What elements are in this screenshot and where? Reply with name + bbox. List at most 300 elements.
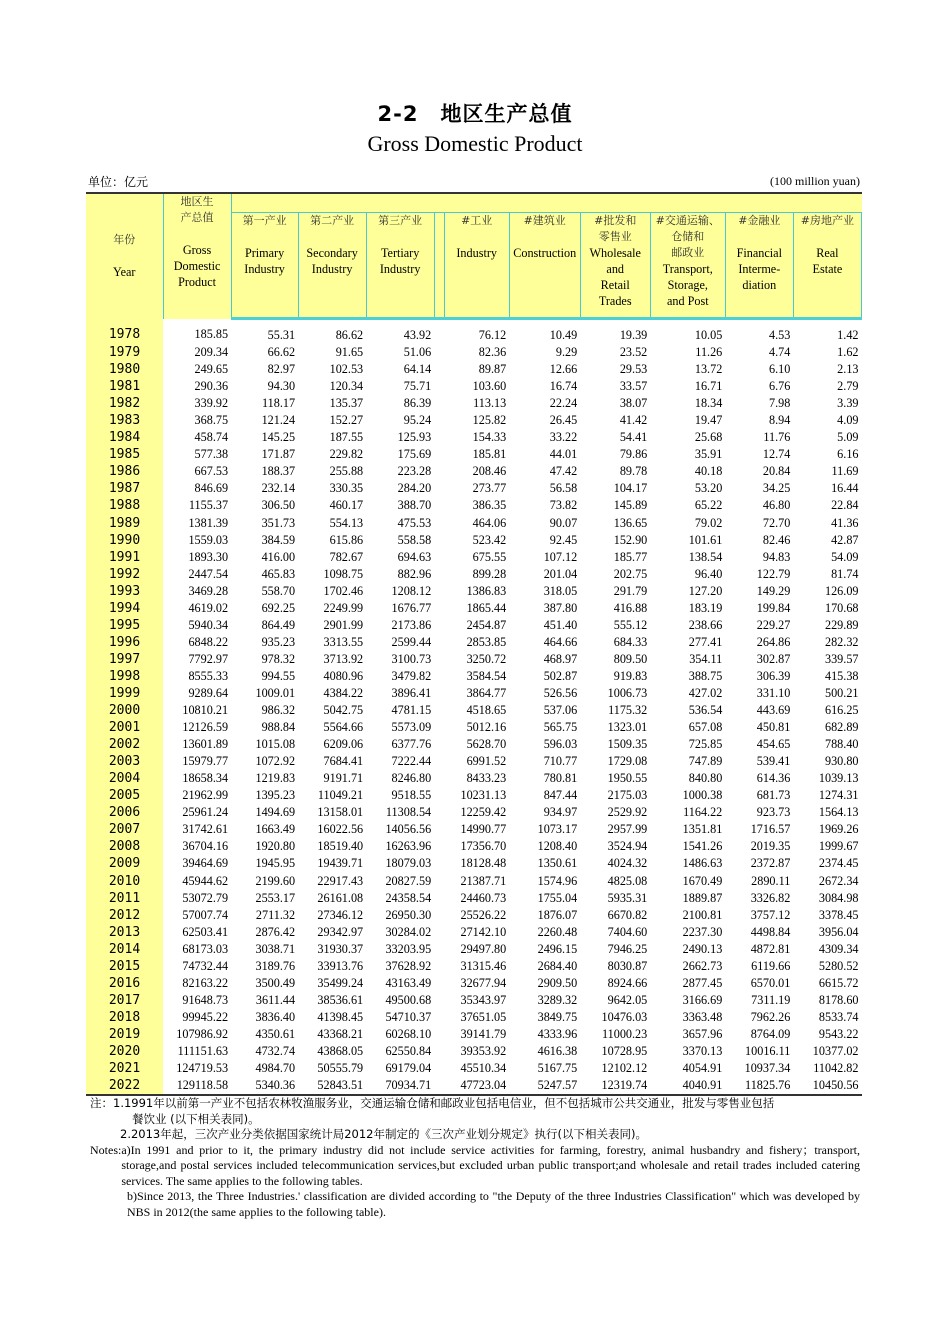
value-cell-transport: 2100.81: [682, 907, 723, 922]
table-row: [86, 736, 862, 753]
year-cell: 1997: [86, 651, 163, 668]
value-cell-primary: 4350.61: [255, 1026, 296, 1041]
table-row: [86, 566, 862, 583]
table-row: [86, 873, 862, 890]
year-cell: 2002: [86, 736, 163, 753]
value-cell-tertiary: 2599.44: [391, 634, 432, 649]
title-cn-text: 地区生产总值: [440, 102, 573, 126]
value-cell-tertiary: 7222.44: [391, 754, 432, 769]
table-row: [86, 685, 862, 702]
value-cell-real_estate: 4.09: [837, 413, 859, 428]
table-row: [86, 617, 862, 634]
header-secondary: [298, 213, 366, 319]
year-cell: 1998: [86, 668, 163, 685]
value-cell-financial: 4.53: [768, 328, 791, 343]
value-cell-industry: 3250.72: [466, 651, 507, 666]
gap-cell: [434, 412, 444, 429]
value-cell-transport: 96.40: [694, 566, 723, 581]
value-cell-transport: 277.41: [688, 634, 723, 649]
value-cell-financial: 8764.09: [750, 1026, 791, 1041]
value-cell-financial: 3326.82: [750, 890, 791, 905]
table-row: [86, 634, 862, 651]
value-cell-transport: 10.05: [694, 328, 723, 343]
value-cell-industry: 4518.65: [466, 703, 507, 718]
value-cell-construction: 710.77: [543, 754, 578, 769]
note-en-a-text: a)In 1991 and prior to it, the primary industry did not include service activities for farming, forestry, animal husbandry and fishery；transport, storage,and postal services included telecommunication services,but excluded urban public transport;and wholesale and retail trades included catering services. The same applies to the following tables.: [121, 1142, 860, 1188]
value-cell-financial: 2890.11: [751, 873, 791, 888]
header-construction-en: Construction: [513, 246, 577, 260]
value-cell-financial: 2372.87: [750, 856, 791, 871]
table-row: [86, 702, 862, 719]
header-wholesale-en-1: Wholesale: [589, 246, 641, 260]
value-cell-wholesale: 185.77: [613, 549, 648, 564]
value-cell-tertiary: 558.58: [397, 532, 432, 547]
value-cell-construction: 2260.48: [537, 924, 578, 939]
value-cell-transport: 747.89: [688, 754, 723, 769]
gap-cell: [434, 736, 444, 753]
header-industry-cn: #工业: [461, 214, 493, 227]
value-cell-primary: 2711.32: [255, 907, 296, 922]
value-cell-secondary: 229.82: [329, 447, 364, 462]
table-row: [86, 1026, 862, 1043]
value-cell-gdp: 9289.64: [188, 686, 229, 700]
value-cell-wholesale: 809.50: [613, 651, 648, 666]
header-transport-cn-2: 仓储和: [671, 230, 705, 243]
value-cell-gdp: 39464.69: [182, 856, 229, 871]
table-row: [86, 668, 862, 685]
value-cell-secondary: 2901.99: [323, 617, 364, 632]
value-cell-secondary: 27346.12: [317, 907, 364, 922]
value-cell-gdp: 68173.03: [182, 941, 229, 956]
value-cell-financial: 6.76: [768, 379, 791, 394]
value-cell-wholesale: 7404.60: [607, 924, 648, 939]
value-cell-tertiary: 1676.77: [391, 600, 432, 615]
value-cell-transport: 4054.91: [682, 1061, 723, 1076]
value-cell-primary: 1009.01: [255, 686, 296, 700]
value-cell-gdp: 1381.39: [188, 515, 229, 530]
header-tertiary-en-2: Industry: [379, 262, 421, 276]
value-cell-financial: 229.27: [756, 617, 791, 632]
value-cell-construction: 5167.75: [537, 1061, 578, 1076]
value-cell-gdp: 57007.74: [182, 907, 229, 922]
value-cell-primary: 171.87: [261, 447, 296, 462]
value-cell-wholesale: 8924.66: [607, 975, 648, 990]
value-cell-real_estate: 682.89: [824, 720, 859, 735]
value-cell-gdp: 31742.61: [182, 822, 229, 837]
value-cell-industry: 27142.10: [460, 924, 507, 939]
gap-cell: [434, 958, 444, 975]
value-cell-real_estate: 415.38: [824, 668, 859, 683]
table-row: [86, 838, 862, 855]
header-primary-cn: 第一产业: [242, 214, 287, 227]
value-cell-wholesale: 1006.73: [607, 686, 648, 700]
value-cell-tertiary: 14056.56: [385, 822, 432, 837]
value-cell-primary: 1663.49: [255, 822, 296, 837]
value-cell-secondary: 43868.05: [317, 1043, 364, 1058]
note-en-label: Notes:: [90, 1142, 122, 1157]
value-cell-wholesale: 145.89: [613, 498, 648, 513]
header-construction-cn: #建筑业: [523, 214, 566, 227]
value-cell-wholesale: 202.75: [613, 566, 648, 581]
gap-cell: [434, 378, 444, 395]
value-cell-real_estate: 5280.52: [818, 958, 859, 973]
header-real-estate: [793, 213, 861, 319]
gap-cell: [434, 992, 444, 1009]
value-cell-financial: 7311.19: [751, 992, 791, 1007]
table-number: 2-2: [377, 102, 419, 126]
year-cell: 1990: [86, 532, 163, 549]
value-cell-transport: 3370.13: [682, 1043, 723, 1058]
value-cell-primary: 978.32: [261, 651, 296, 666]
value-cell-secondary: 152.27: [329, 413, 364, 428]
value-cell-gdp: 185.85: [194, 327, 229, 342]
value-cell-tertiary: 4781.15: [391, 703, 432, 718]
year-cell: 1993: [86, 583, 163, 600]
value-cell-secondary: 460.17: [329, 498, 364, 513]
value-cell-primary: 232.14: [261, 481, 296, 496]
value-cell-gdp: 2447.54: [188, 566, 229, 581]
header-transport-cn-1: #交通运输、: [655, 214, 720, 227]
value-cell-primary: 351.73: [261, 515, 296, 530]
value-cell-tertiary: 69179.04: [385, 1061, 432, 1076]
value-cell-transport: 16.71: [694, 379, 723, 394]
year-cell: 2006: [86, 804, 163, 821]
value-cell-transport: 2662.73: [682, 958, 723, 973]
value-cell-real_estate: 22.84: [831, 498, 859, 513]
year-cell: 2017: [86, 992, 163, 1009]
gap-cell: [434, 651, 444, 668]
value-cell-construction: 92.45: [549, 532, 578, 547]
value-cell-gdp: 667.53: [194, 464, 229, 479]
header-construction: [509, 213, 580, 319]
value-cell-construction: 5247.57: [509, 1077, 580, 1095]
value-cell-secondary: 13158.01: [317, 805, 364, 820]
value-cell-secondary: 7684.41: [323, 754, 364, 769]
table-row: [86, 907, 862, 924]
value-cell-primary: 988.84: [261, 720, 296, 735]
value-cell-secondary: 782.67: [329, 549, 364, 564]
value-cell-gdp: 45944.62: [182, 873, 229, 888]
value-cell-real_estate: 10450.56: [793, 1077, 861, 1095]
value-cell-industry: 1865.44: [466, 600, 507, 615]
value-cell-gdp: 846.69: [194, 481, 229, 496]
value-cell-primary: 1395.23: [255, 788, 296, 803]
value-cell-gdp: 1559.03: [188, 532, 229, 547]
value-cell-real_estate: 6615.72: [818, 975, 859, 990]
gap-cell: [434, 515, 444, 532]
value-cell-transport: 725.85: [688, 737, 723, 752]
table-row: [86, 600, 862, 617]
value-cell-real_estate: 3084.98: [818, 890, 859, 905]
value-cell-primary: 1494.69: [255, 805, 296, 820]
gdp-table: [86, 192, 862, 1096]
header-wholesale-en-2: and: [606, 262, 625, 276]
value-cell-tertiary: 51.06: [403, 345, 432, 360]
value-cell-transport: 11.26: [695, 345, 723, 360]
value-cell-real_estate: 2672.34: [818, 873, 859, 888]
value-cell-primary: 2199.60: [255, 873, 296, 888]
value-cell-financial: 122.79: [756, 566, 791, 581]
value-cell-gdp: 107986.92: [176, 1026, 229, 1041]
table-row: [86, 719, 862, 736]
value-cell-industry: 47723.04: [444, 1077, 509, 1095]
value-cell-tertiary: 70934.71: [366, 1077, 434, 1095]
gap-cell: [434, 702, 444, 719]
value-cell-tertiary: 37628.92: [385, 958, 432, 973]
value-cell-primary: 5340.36: [231, 1077, 298, 1095]
gap-cell: [434, 1060, 444, 1077]
value-cell-wholesale: 9642.05: [607, 992, 648, 1007]
value-cell-wholesale: 10476.03: [601, 1009, 648, 1024]
value-cell-secondary: 554.13: [329, 515, 364, 530]
value-cell-real_estate: 1039.13: [818, 771, 859, 786]
value-cell-financial: 7.98: [768, 396, 791, 411]
value-cell-real_estate: 126.09: [824, 583, 859, 598]
value-cell-wholesale: 11000.23: [601, 1026, 648, 1041]
value-cell-wholesale: 416.88: [613, 600, 648, 615]
year-cell: 1980: [86, 361, 163, 378]
value-cell-financial: 11825.76: [725, 1077, 793, 1095]
value-cell-wholesale: 5935.31: [607, 890, 648, 905]
value-cell-primary: 188.37: [261, 464, 296, 479]
value-cell-tertiary: 6377.76: [391, 737, 432, 752]
gap-cell: [434, 1009, 444, 1026]
value-cell-construction: 387.80: [543, 600, 578, 615]
value-cell-tertiary: 54710.37: [385, 1009, 432, 1024]
value-cell-real_estate: 788.40: [824, 737, 859, 752]
value-cell-financial: 199.84: [756, 600, 791, 615]
value-cell-transport: 101.61: [688, 532, 723, 547]
header-gdp-en-3: Product: [178, 275, 216, 289]
value-cell-wholesale: 19.39: [619, 328, 648, 343]
table-row: [86, 480, 862, 497]
value-cell-construction: 12.66: [549, 362, 578, 377]
value-cell-tertiary: 62550.84: [385, 1043, 432, 1058]
table-row: [86, 583, 862, 600]
header-gdp-cn-1: 地区生: [180, 195, 214, 208]
header-financial-en-1: Financial: [736, 246, 782, 260]
value-cell-wholesale: 79.86: [619, 447, 648, 462]
value-cell-transport: 840.80: [688, 771, 723, 786]
value-cell-industry: 76.12: [478, 328, 507, 343]
value-cell-tertiary: 388.70: [397, 498, 432, 513]
value-cell-gdp: 36704.16: [182, 839, 229, 854]
value-cell-wholesale: 104.17: [613, 481, 648, 496]
value-cell-transport: 1000.38: [682, 788, 723, 803]
gap-cell: [434, 480, 444, 497]
header-year-cn: 年份: [113, 233, 136, 247]
value-cell-secondary: 3313.55: [323, 634, 364, 649]
value-cell-construction: 537.06: [543, 703, 578, 718]
value-cell-primary: 66.62: [267, 345, 296, 360]
page-title-cn: [0, 98, 950, 128]
gap-cell: [434, 907, 444, 924]
header-secondary-en-1: Secondary: [306, 246, 358, 260]
value-cell-construction: 526.56: [543, 686, 578, 700]
table-row: [86, 651, 862, 668]
value-cell-real_estate: 616.25: [824, 703, 859, 718]
value-cell-wholesale: 152.90: [613, 532, 648, 547]
value-cell-construction: 10.49: [549, 328, 578, 343]
value-cell-transport: 657.08: [688, 720, 723, 735]
header-gdp-cn-2: 产总值: [180, 211, 214, 224]
value-cell-transport: 3657.96: [682, 1026, 723, 1041]
value-cell-secondary: 5564.66: [323, 720, 364, 735]
value-cell-transport: 25.68: [694, 430, 723, 445]
value-cell-wholesale: 919.83: [613, 668, 648, 683]
value-cell-transport: 35.91: [694, 447, 723, 462]
value-cell-primary: 306.50: [261, 498, 296, 513]
value-cell-transport: 1889.87: [682, 890, 723, 905]
value-cell-tertiary: 18079.03: [385, 856, 432, 871]
value-cell-secondary: 135.37: [329, 396, 364, 411]
value-cell-tertiary: 26950.30: [385, 907, 432, 922]
value-cell-gdp: 1155.37: [188, 498, 229, 513]
table-row: [86, 497, 862, 514]
year-cell: 2009: [86, 855, 163, 872]
value-cell-construction: 502.87: [543, 668, 578, 683]
value-cell-transport: 1486.63: [682, 856, 723, 871]
gap-cell: [434, 890, 444, 907]
value-cell-gdp: 5940.34: [188, 617, 229, 632]
value-cell-gdp: 91648.73: [182, 992, 229, 1007]
value-cell-transport: 1351.81: [682, 822, 723, 837]
value-cell-financial: 12.74: [762, 447, 791, 462]
value-cell-financial: 923.73: [756, 805, 791, 820]
header-top-band: [231, 193, 861, 213]
year-cell: 2019: [86, 1026, 163, 1043]
value-cell-wholesale: 1509.35: [607, 737, 648, 752]
value-cell-real_estate: 1.62: [837, 345, 859, 360]
value-cell-industry: 45510.34: [460, 1061, 507, 1076]
value-cell-primary: 3500.49: [255, 975, 296, 990]
value-cell-real_estate: 54.09: [831, 549, 859, 564]
value-cell-primary: 1219.83: [255, 771, 296, 786]
value-cell-industry: 3864.77: [466, 686, 507, 700]
value-cell-tertiary: 694.63: [397, 549, 432, 564]
year-cell: 1995: [86, 617, 163, 634]
value-cell-wholesale: 33.57: [619, 379, 648, 394]
value-cell-real_estate: 339.57: [824, 651, 859, 666]
gap-cell: [434, 446, 444, 463]
gap-cell: [434, 770, 444, 787]
value-cell-primary: 864.49: [261, 617, 296, 632]
header-wholesale-cn-1: #批发和: [594, 214, 637, 227]
value-cell-industry: 18128.48: [460, 856, 507, 871]
value-cell-gdp: 339.92: [194, 396, 229, 411]
value-cell-financial: 4.74: [768, 345, 791, 360]
value-cell-primary: 384.59: [261, 532, 296, 547]
value-cell-tertiary: 49500.68: [385, 992, 432, 1007]
value-cell-industry: 3584.54: [466, 668, 507, 683]
value-cell-industry: 5012.16: [466, 720, 507, 735]
value-cell-primary: 1945.95: [255, 856, 296, 871]
value-cell-tertiary: 9518.55: [391, 788, 432, 803]
value-cell-financial: 11.76: [763, 430, 791, 445]
value-cell-secondary: 6209.06: [323, 737, 364, 752]
year-cell: 1981: [86, 378, 163, 395]
gap-cell: [434, 319, 444, 345]
header-financial-cn: #金融业: [738, 214, 781, 227]
value-cell-primary: 118.17: [262, 396, 296, 411]
value-cell-real_estate: 1969.26: [818, 822, 859, 837]
gap-cell: [434, 753, 444, 770]
value-cell-industry: 2853.85: [466, 634, 507, 649]
value-cell-secondary: 31930.37: [317, 941, 364, 956]
value-cell-industry: 24460.73: [460, 890, 507, 905]
value-cell-wholesale: 54.41: [619, 430, 648, 445]
value-cell-industry: 386.35: [472, 498, 507, 513]
header-financial-en-2: Interme-: [738, 262, 781, 276]
value-cell-construction: 47.42: [549, 464, 578, 479]
value-cell-gdp: 290.36: [194, 379, 229, 394]
table-row: [86, 319, 862, 345]
value-cell-tertiary: 20827.59: [385, 873, 432, 888]
value-cell-primary: 416.00: [261, 549, 296, 564]
value-cell-industry: 17356.70: [460, 839, 507, 854]
value-cell-financial: 4872.81: [750, 941, 791, 956]
value-cell-financial: 20.84: [762, 464, 791, 479]
value-cell-secondary: 187.55: [329, 430, 364, 445]
value-cell-financial: 3757.12: [750, 907, 791, 922]
table-row: [86, 890, 862, 907]
value-cell-transport: 388.75: [688, 668, 723, 683]
value-cell-primary: 82.97: [267, 362, 296, 377]
value-cell-tertiary: 11308.54: [385, 805, 432, 820]
value-cell-financial: 1716.57: [750, 822, 791, 837]
value-cell-industry: 35343.97: [460, 992, 507, 1007]
value-cell-primary: 692.25: [261, 600, 296, 615]
value-cell-wholesale: 4024.32: [607, 856, 648, 871]
header-wholesale-en-3: Retail: [600, 278, 630, 292]
value-cell-wholesale: 41.42: [619, 413, 648, 428]
table-row: [86, 412, 862, 429]
value-cell-construction: 3849.75: [537, 1009, 578, 1024]
header-transport: [650, 213, 725, 319]
value-cell-financial: 7962.26: [750, 1009, 791, 1024]
gap-cell: [434, 941, 444, 958]
value-cell-tertiary: 43.92: [403, 328, 432, 343]
value-cell-construction: 596.03: [543, 737, 578, 752]
value-cell-real_estate: 6.16: [837, 447, 859, 462]
value-cell-gdp: 25961.24: [182, 805, 229, 820]
year-cell: 1999: [86, 685, 163, 702]
year-cell: 2015: [86, 958, 163, 975]
value-cell-industry: 208.46: [472, 464, 507, 479]
gap-cell: [434, 532, 444, 549]
year-cell: 1978: [86, 319, 163, 345]
value-cell-construction: 90.07: [549, 515, 578, 530]
value-cell-gdp: 12126.59: [182, 720, 229, 735]
value-cell-tertiary: 8246.80: [391, 771, 432, 786]
value-cell-tertiary: 284.20: [397, 481, 432, 496]
value-cell-secondary: 102.53: [329, 362, 364, 377]
value-cell-secondary: 11049.21: [317, 788, 364, 803]
value-cell-real_estate: 10377.02: [812, 1043, 859, 1058]
value-cell-construction: 1574.96: [537, 873, 578, 888]
value-cell-primary: 121.24: [261, 413, 296, 428]
value-cell-financial: 454.65: [756, 737, 791, 752]
value-cell-financial: 10937.34: [744, 1061, 791, 1076]
year-cell: 1992: [86, 566, 163, 583]
value-cell-secondary: 18519.40: [317, 839, 364, 854]
header-real-estate-en-2: Estate: [812, 262, 843, 276]
value-cell-gdp: 7792.97: [188, 651, 229, 666]
value-cell-secondary: 38536.61: [317, 992, 364, 1007]
value-cell-tertiary: 3896.41: [391, 686, 432, 700]
value-cell-primary: 3611.44: [255, 992, 296, 1007]
value-cell-primary: 55.31: [267, 328, 296, 343]
